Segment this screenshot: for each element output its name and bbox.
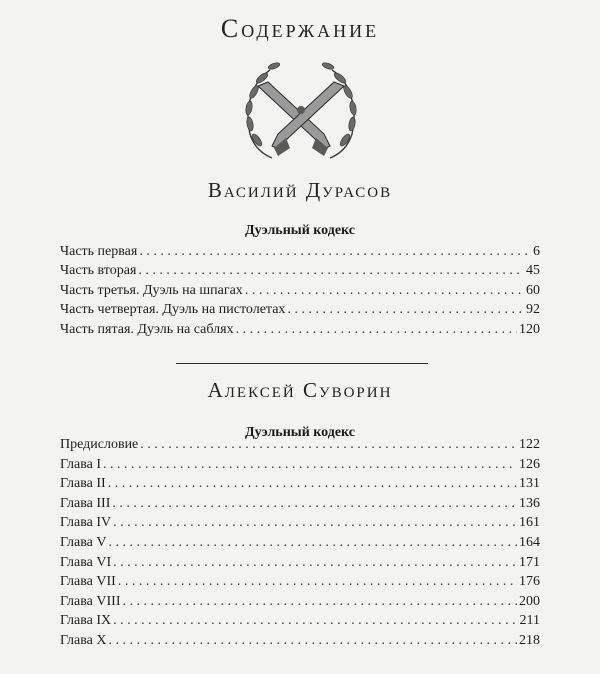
toc-entry-title: Глава X bbox=[60, 632, 107, 648]
toc-entry-page: 176 bbox=[519, 574, 540, 590]
toc-list bbox=[60, 244, 540, 341]
toc-list bbox=[60, 437, 540, 653]
dot-leader bbox=[109, 633, 518, 649]
dot-leader bbox=[287, 302, 524, 318]
dot-leader bbox=[138, 263, 524, 279]
toc-entry bbox=[60, 613, 540, 633]
toc-entry bbox=[60, 574, 540, 594]
toc-entry-page: 200 bbox=[519, 593, 540, 609]
toc-entry-title: Часть пятая. Дуэль на саблях bbox=[60, 321, 234, 337]
toc-entry bbox=[60, 263, 540, 282]
toc-entry-title: Глава VI bbox=[60, 554, 112, 570]
toc-entry bbox=[60, 515, 540, 535]
toc-entry-page: 92 bbox=[526, 302, 540, 318]
toc-entry bbox=[60, 535, 540, 555]
toc-entry bbox=[60, 476, 540, 496]
toc-entry-title: Предисловие bbox=[60, 437, 139, 452]
toc-entry-page: 171 bbox=[519, 554, 540, 570]
toc-entry-title: Часть вторая bbox=[60, 263, 137, 279]
toc-entry-title: Глава V bbox=[60, 534, 107, 550]
page-title: Содержание bbox=[220, 14, 380, 43]
toc-entry-title: Глава I bbox=[60, 456, 102, 472]
crossed-pistols-laurel-icon bbox=[232, 52, 370, 162]
dot-leader bbox=[118, 574, 517, 590]
toc-entry bbox=[60, 244, 540, 263]
author-heading: Алексей Суворин bbox=[207, 378, 393, 402]
section-divider bbox=[176, 363, 428, 364]
dot-leader bbox=[245, 283, 524, 299]
toc-entry-title: Часть третья. Дуэль на шпагах bbox=[60, 282, 243, 298]
toc-entry-page: 6 bbox=[533, 244, 540, 259]
dot-leader bbox=[103, 457, 517, 473]
toc-entry-page: 120 bbox=[519, 321, 540, 337]
toc-entry-title: Глава IV bbox=[60, 515, 112, 531]
toc-entry-title: Часть первая bbox=[60, 244, 138, 259]
toc-entry bbox=[60, 555, 540, 575]
toc-entry bbox=[60, 437, 540, 457]
author-heading: Василий Дурасов bbox=[207, 178, 393, 202]
toc-entry-page: 131 bbox=[519, 476, 540, 492]
toc-entry-page: 211 bbox=[519, 613, 540, 629]
toc-entry bbox=[60, 633, 540, 653]
toc-entry-title: Часть четвертая. Дуэль на пистолетах bbox=[60, 302, 286, 318]
toc-entry-title: Глава III bbox=[60, 495, 111, 511]
toc-entry-page: 45 bbox=[526, 263, 540, 279]
toc-entry-page: 122 bbox=[519, 437, 540, 452]
dot-leader bbox=[113, 613, 517, 629]
toc-entry-page: 218 bbox=[519, 632, 540, 648]
dot-leader bbox=[236, 322, 517, 338]
dot-leader bbox=[112, 496, 517, 512]
dot-leader bbox=[140, 437, 517, 453]
work-title: Дуэльный кодекс bbox=[245, 223, 355, 238]
toc-entry-page: 126 bbox=[519, 456, 540, 472]
toc-entry bbox=[60, 457, 540, 477]
toc-entry-title: Глава II bbox=[60, 476, 106, 492]
toc-entry-title: Глава VIII bbox=[60, 593, 121, 609]
toc-entry bbox=[60, 594, 540, 614]
toc-entry-title: Глава IX bbox=[60, 613, 112, 629]
dot-leader bbox=[109, 535, 518, 551]
toc-entry bbox=[60, 302, 540, 321]
work-title: Дуэльный кодекс bbox=[245, 425, 355, 440]
dot-leader bbox=[139, 244, 531, 260]
toc-entry-page: 136 bbox=[519, 495, 540, 511]
toc-entry bbox=[60, 283, 540, 302]
toc-entry-page: 161 bbox=[519, 515, 540, 531]
toc-entry-title: Глава VII bbox=[60, 574, 116, 590]
toc-entry-page: 60 bbox=[526, 282, 540, 298]
dot-leader bbox=[113, 555, 517, 571]
dot-leader bbox=[113, 515, 517, 531]
toc-entry bbox=[60, 322, 540, 341]
dot-leader bbox=[122, 594, 517, 610]
dot-leader bbox=[108, 476, 517, 492]
toc-entry-page: 164 bbox=[519, 534, 540, 550]
toc-entry bbox=[60, 496, 540, 516]
